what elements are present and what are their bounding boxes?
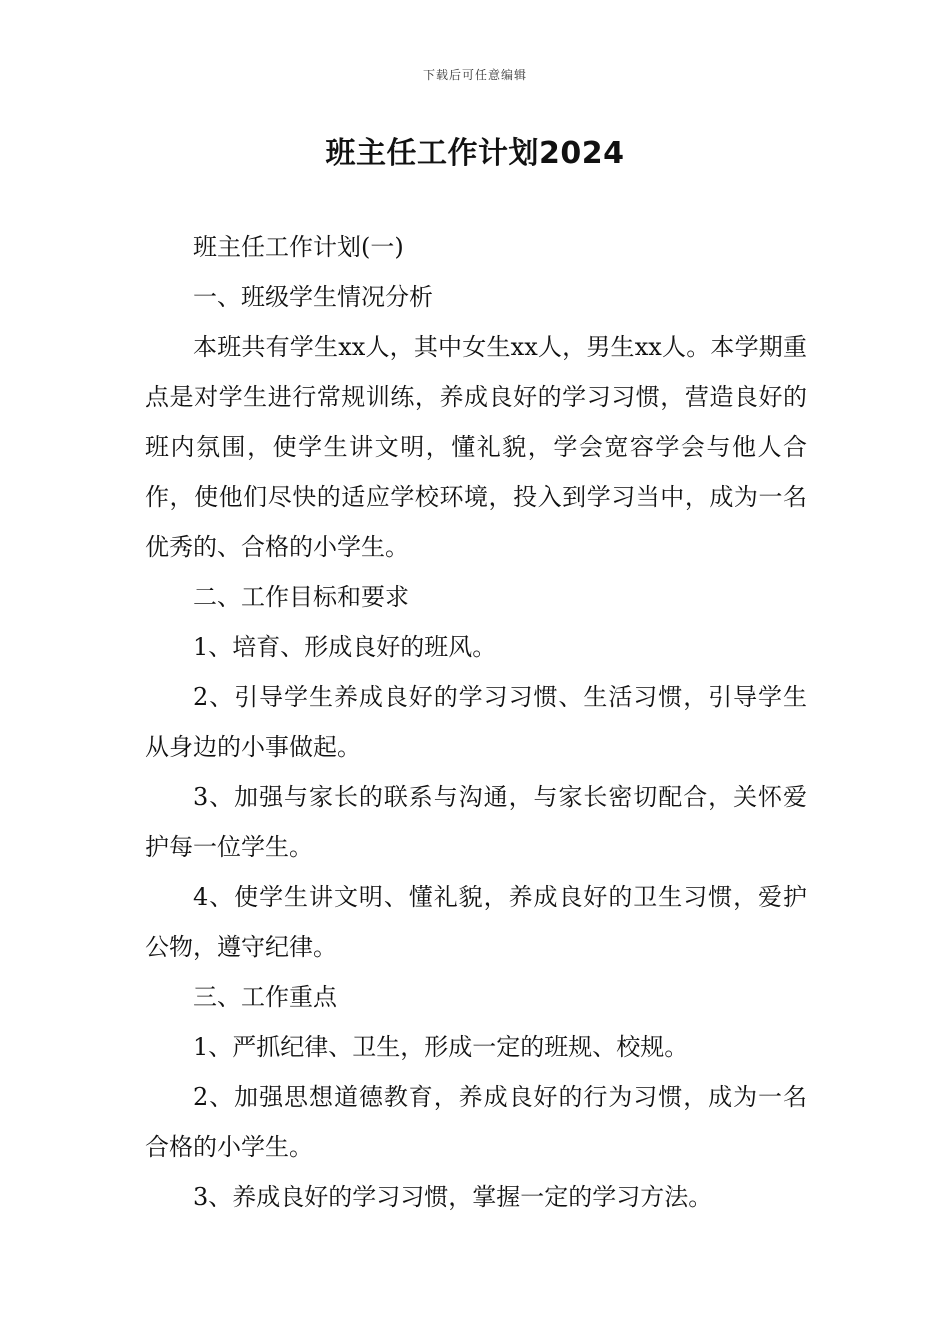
paragraph-goal-2: 2、引导学生养成良好的学习习惯、生活习惯，引导学生从身边的小事做起。 — [145, 683, 807, 761]
paragraph-focus-2: 2、加强思想道德教育，养成良好的行为习惯，成为一名合格的小学生。 — [145, 1083, 807, 1161]
paragraph-section-2-heading: 二、工作目标和要求 — [193, 583, 409, 611]
header-note: 下载后可任意编辑 — [422, 68, 527, 82]
paragraph-goal-1: 1、培育、形成良好的班风。 — [193, 633, 497, 661]
paragraph-plan-heading: 班主任工作计划(一) — [193, 233, 404, 261]
paragraph-section-1-heading: 一、班级学生情况分析 — [193, 283, 433, 311]
paragraph-goal-3: 3、加强与家长的联系与沟通，与家长密切配合，关怀爱护每一位学生。 — [145, 783, 807, 861]
paragraph-section-3-heading: 三、工作重点 — [193, 983, 337, 1011]
paragraph-focus-1: 1、严抓纪律、卫生，形成一定的班规、校规。 — [193, 1033, 689, 1061]
document-title: 班主任工作计划2024 — [325, 136, 625, 171]
document-body — [145, 222, 807, 1222]
paragraph-focus-3: 3、养成良好的学习习惯，掌握一定的学习方法。 — [193, 1183, 713, 1211]
paragraph-class-analysis: 本班共有学生xx人，其中女生xx人，男生xx人。本学期重点是对学生进行常规训练，养成良好的学习习惯，营造良好的班内氛围，使学生讲文明，懂礼貌，学会宽容学会与他人合作，使他们尽快的适应学校环境，投入到学习当中，成为一名优秀的、合格的小学生。 — [145, 333, 807, 561]
paragraph-goal-4: 4、使学生讲文明、懂礼貌，养成良好的卫生习惯，爱护公物，遵守纪律。 — [145, 883, 807, 961]
